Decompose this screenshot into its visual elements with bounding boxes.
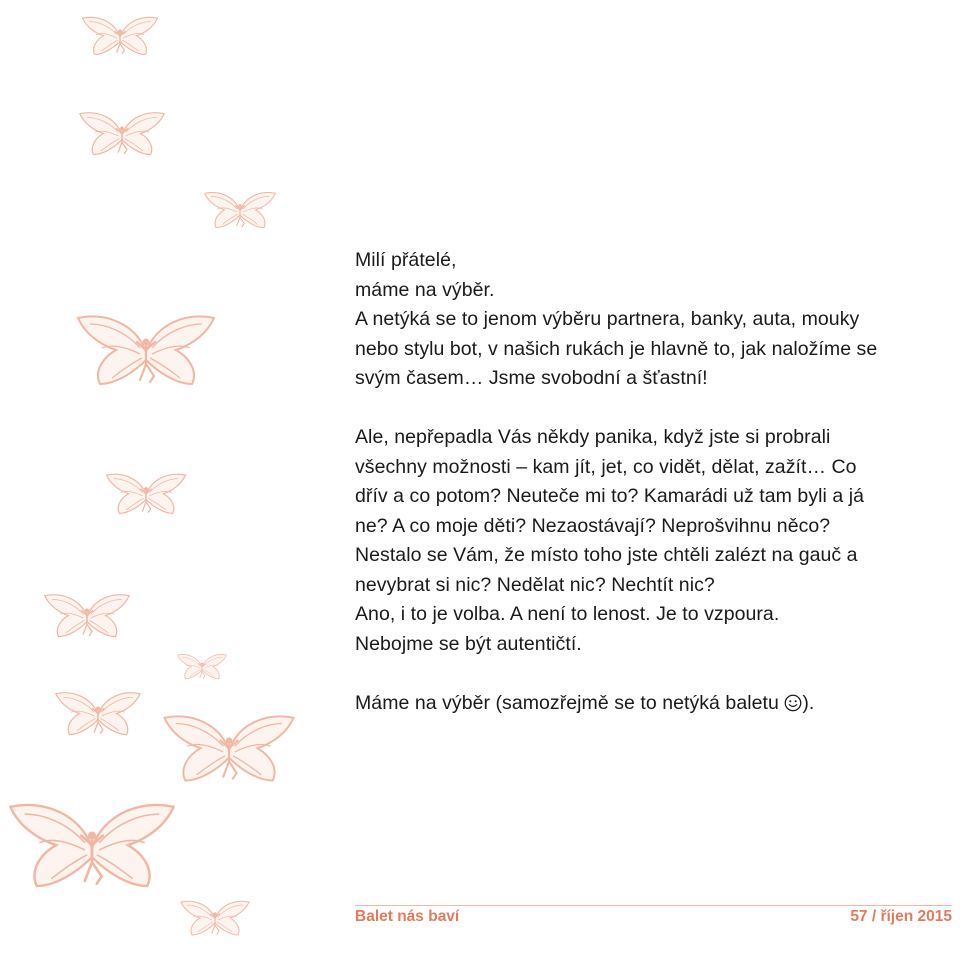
butterfly-decoration [0,0,300,964]
fairy-butterfly [83,17,158,54]
fairy-butterfly [45,595,129,637]
smiley-icon [784,694,802,712]
fairy-butterfly [78,316,214,384]
paragraph-line: máme na výběr. [355,278,495,301]
fairy-butterfly [205,192,276,227]
closing-line [355,689,940,719]
greeting: Milí přátelé, [355,249,457,271]
paragraph-line: dřív a co potom? Neuteče mi to? Kamarádi už tam byli a já [355,485,865,507]
paragraph-line: Nebojme se být autentičtí. [355,632,582,655]
fairy-butterfly [181,901,249,935]
paragraph-gap [355,659,940,689]
closing-text: Máme na výběr (samozřejmě se to netýká baletu [355,691,785,714]
paragraph-line: nevybrat si nic? Nedělat nic? Nechtít nic? [355,573,715,596]
paragraph-line: Nestalo se Vám, že místo toho jste chtěli zalézt na gauč a [355,544,858,566]
paragraph-line: všechny možnosti – kam jít, jet, co vidět, dělat, zažít… Co [355,455,857,478]
paragraph-gap [355,394,940,424]
paragraph-line: Ano, i to je volba. A není to lenost. Je to vzpoura. [355,603,780,625]
page-footer [355,905,952,928]
paragraph-line: ne? A co moje děti? Nezaostávají? Neprošvihnu něco? [355,514,831,537]
issue-number: 57 / říjen 2015 [850,908,952,925]
letter-text [355,246,940,718]
paragraph-line: nebo stylu bot, v našich rukách je hlavně to, jak naložíme se [355,337,878,360]
fairy-butterfly [107,474,186,513]
fairy-butterfly [164,716,293,780]
fairy-butterfly [80,113,164,155]
fairy-butterfly [10,805,173,886]
magazine-name: Balet nás baví [355,908,460,925]
paragraph-line: Ale, nepřepadla Vás někdy panika, když jste si probrali [355,426,831,448]
fairy-butterfly [178,654,227,678]
fairy-butterfly [56,693,140,735]
paragraph-line: A netýká se to jenom výběru partnera, banky, auta, mouky [355,308,860,330]
closing-end: ). [802,691,815,714]
paragraph-line: svým časem… Jsme svobodní a šťastní! [355,367,708,389]
